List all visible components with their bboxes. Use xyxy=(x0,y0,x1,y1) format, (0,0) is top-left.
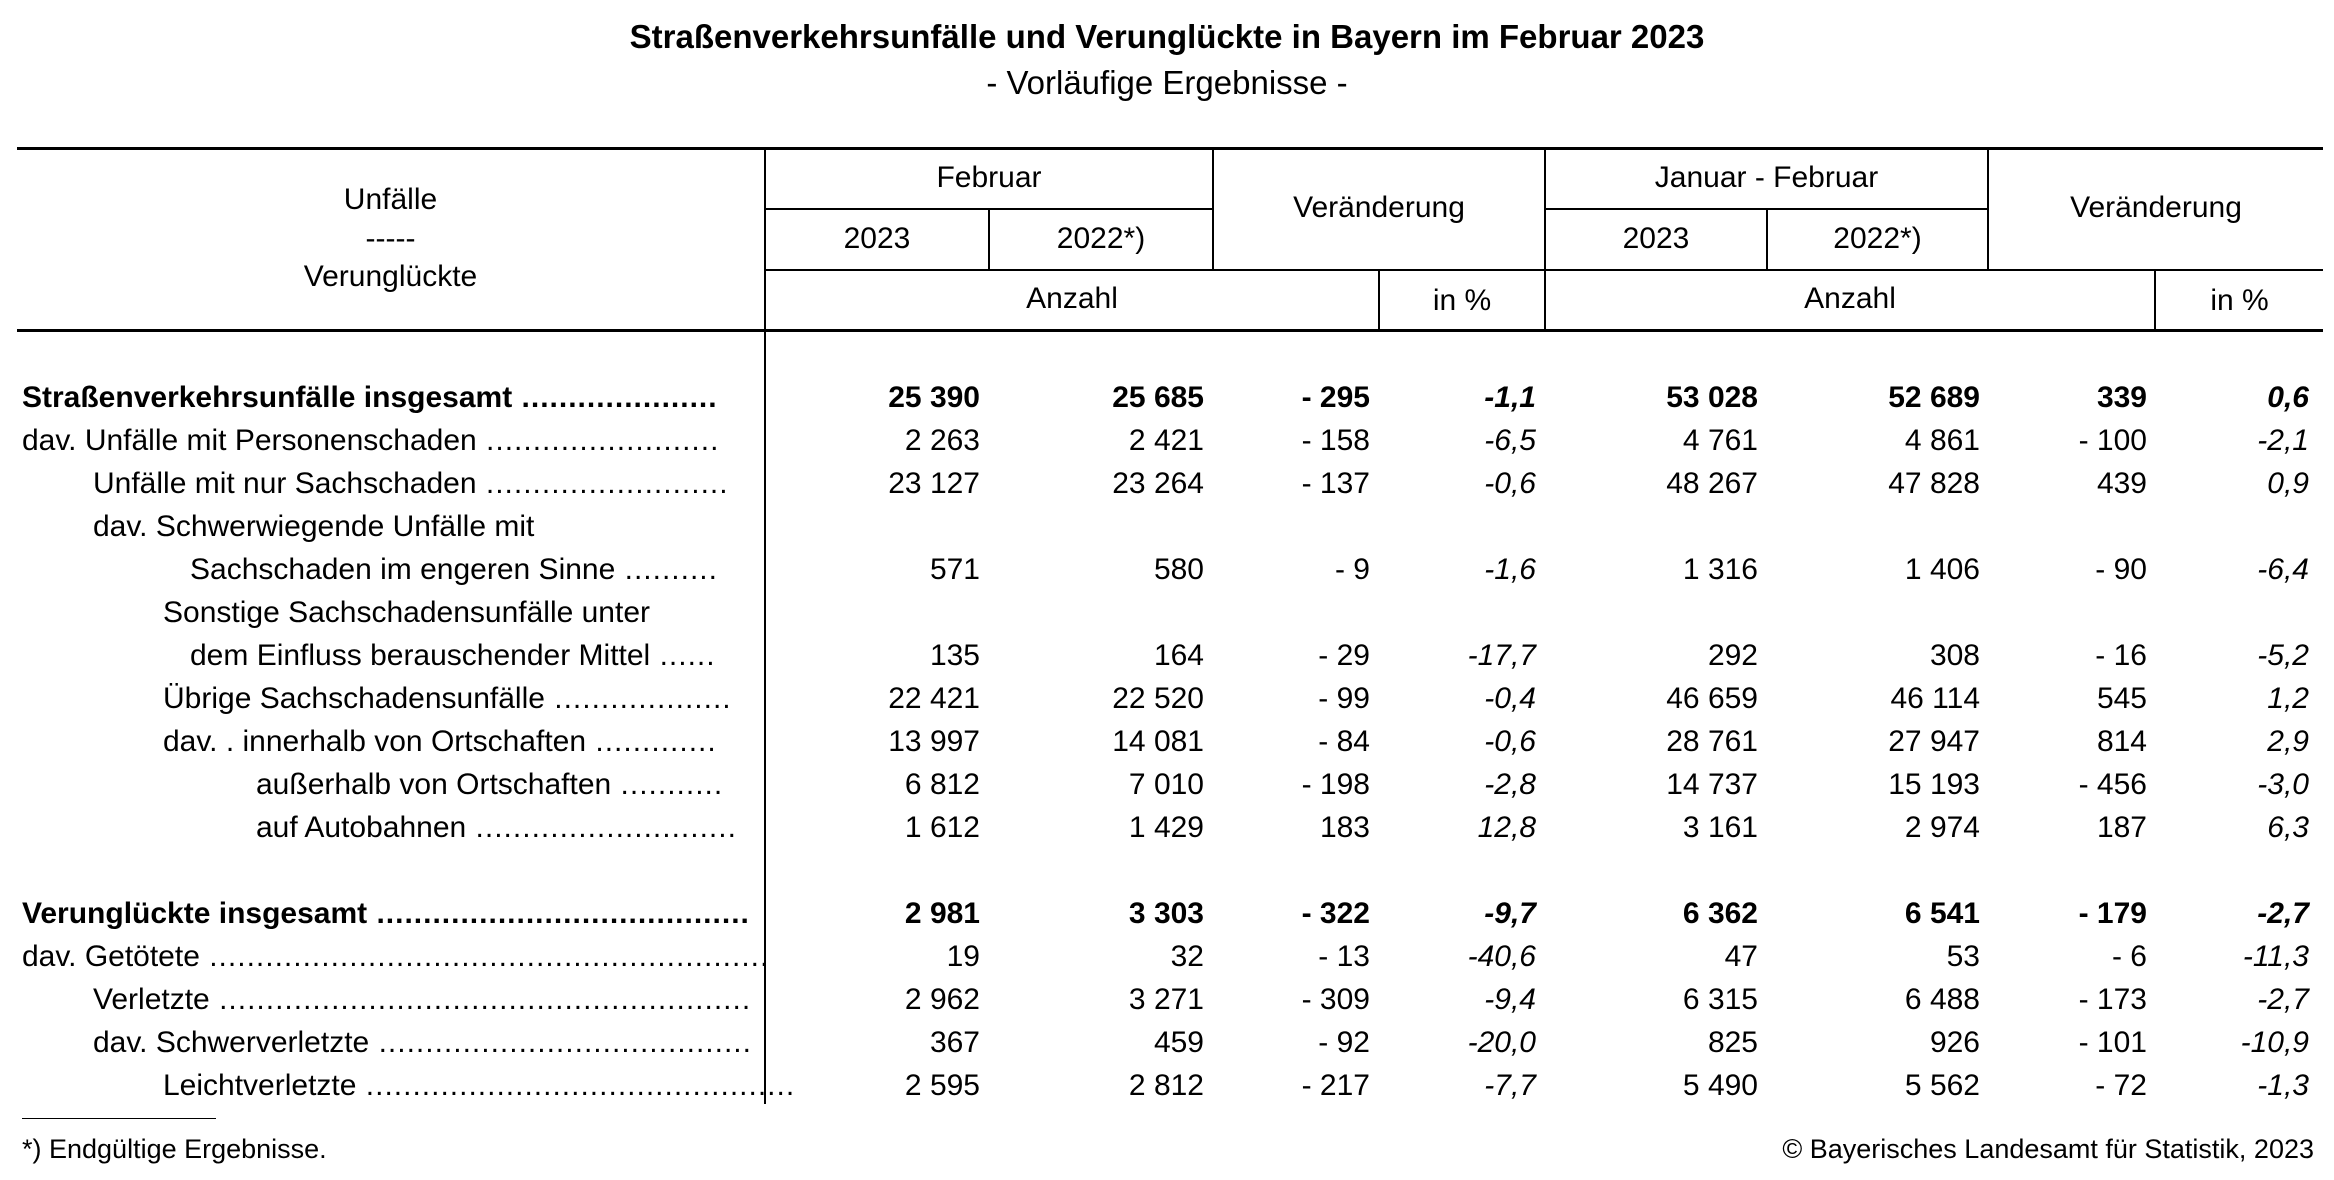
row-label xyxy=(93,1026,752,1060)
table-cell: -2,7 xyxy=(2257,983,2309,1016)
range-change-header: Veränderung xyxy=(2070,191,2242,224)
table-cell: - 72 xyxy=(2095,1069,2147,1102)
table-cell: - 29 xyxy=(1318,639,1370,672)
feb-change-header: Veränderung xyxy=(1293,191,1465,224)
table-cell: 48 267 xyxy=(1666,467,1758,500)
stub-header-separator: ----- xyxy=(365,222,416,255)
table-cell: 1 406 xyxy=(1904,553,1980,586)
table-cell: 183 xyxy=(1319,811,1370,844)
table-cell: 571 xyxy=(929,553,980,586)
table-cell: 25 390 xyxy=(888,381,980,414)
table-cell: - 9 xyxy=(1334,553,1370,586)
copyright: © Bayerisches Landesamt für Statistik, 2023 xyxy=(1782,1134,2314,1164)
footnote: *) Endgültige Ergebnisse. xyxy=(22,1134,327,1164)
row-label-leader: .......................... xyxy=(476,467,729,500)
table-cell: 1 429 xyxy=(1128,811,1204,844)
row-label-leader: .............................................. xyxy=(356,1069,796,1102)
table-cell: 1 316 xyxy=(1682,553,1758,586)
row-label xyxy=(190,553,738,587)
row-label-leader: ........................................ xyxy=(367,897,750,930)
table-cell: 13 997 xyxy=(888,725,980,758)
table-cell: 4 761 xyxy=(1682,424,1758,457)
header-bottom-rule xyxy=(17,329,2323,332)
row-label-text: dav. Unfälle mit Personenschaden xyxy=(22,424,477,457)
table-cell: 27 947 xyxy=(1888,725,1980,758)
table-cell: 6 541 xyxy=(1904,897,1980,930)
table-cell: 926 xyxy=(1929,1026,1980,1059)
row-label-leader: .......... xyxy=(615,553,718,586)
row-label xyxy=(163,725,738,759)
range-group-header: Januar - Februar xyxy=(1654,161,1879,194)
row-label-leader: ........... xyxy=(611,768,724,801)
table-cell: -9,7 xyxy=(1484,897,1536,930)
row-label-text: dav. Schwerverletzte xyxy=(93,1026,370,1059)
table-cell: 14 081 xyxy=(1112,725,1204,758)
table-cell: - 13 xyxy=(1318,940,1370,973)
table-cell: - 16 xyxy=(2095,639,2147,672)
row-label xyxy=(93,467,738,501)
table-cell: 32 xyxy=(1170,940,1204,973)
stub-header-top: Unfälle xyxy=(343,183,438,216)
row-label-text: dem Einfluss berauschender Mittel xyxy=(190,639,651,672)
table-cell: - 217 xyxy=(1301,1069,1370,1102)
row-label-text: Sachschaden im engeren Sinne xyxy=(190,553,616,586)
row-label-text: dav. Getötete xyxy=(22,940,200,973)
table-cell: - 101 xyxy=(2078,1026,2147,1059)
row-label-leader: ............................ xyxy=(466,811,737,844)
table-cell: -2,1 xyxy=(2257,424,2309,457)
row-label xyxy=(22,897,750,931)
table-cell: 3 271 xyxy=(1128,983,1204,1016)
table-cell: - 84 xyxy=(1318,725,1370,758)
page-title: Straßenverkehrsunfälle und Verunglückte in Bayern im Februar 2023 xyxy=(629,18,1705,55)
row-label-leader: ..................... xyxy=(512,381,718,414)
table-cell: 47 828 xyxy=(1888,467,1980,500)
table-cell: 6 812 xyxy=(904,768,980,801)
row-label-text: Unfälle mit nur Sachschaden xyxy=(93,467,477,500)
table-cell: 187 xyxy=(2096,811,2147,844)
table-cell: 7 010 xyxy=(1128,768,1204,801)
table-cell: 825 xyxy=(1707,1026,1758,1059)
row-label-text: außerhalb von Ortschaften xyxy=(256,768,612,801)
feb-count-unit: Anzahl xyxy=(1026,282,1118,315)
table-cell: -2,8 xyxy=(1484,768,1536,801)
table-cell: -1,3 xyxy=(2257,1069,2309,1102)
table-cell: 2 421 xyxy=(1128,424,1204,457)
row-label-text: Straßenverkehrsunfälle insgesamt xyxy=(22,381,513,414)
row-label xyxy=(22,940,770,974)
table-cell: - 456 xyxy=(2078,768,2147,801)
table-cell: 292 xyxy=(1707,639,1758,672)
table-cell: - 158 xyxy=(1301,424,1370,457)
table-cell: 5 562 xyxy=(1904,1069,1980,1102)
table-cell: - 309 xyxy=(1301,983,1370,1016)
table-cell: 6 315 xyxy=(1682,983,1758,1016)
table-cell: 459 xyxy=(1153,1026,1204,1059)
range-year-previous: 2022*) xyxy=(1833,222,1922,255)
table-cell: - 100 xyxy=(2078,424,2147,457)
table-cell: -1,6 xyxy=(1484,553,1536,586)
table-cell: - 173 xyxy=(2078,983,2147,1016)
table-cell: 135 xyxy=(929,639,980,672)
table-cell: 22 421 xyxy=(888,682,980,715)
table-cell: -20,0 xyxy=(1467,1026,1536,1059)
row-label-leader: ............................................................ xyxy=(199,940,770,973)
table-cell: 367 xyxy=(929,1026,980,1059)
table-cell: -0,6 xyxy=(1484,467,1536,500)
table-cell: 5 490 xyxy=(1682,1069,1758,1102)
row-label xyxy=(22,381,738,415)
table-cell: 2 595 xyxy=(904,1069,980,1102)
table-cell: 308 xyxy=(1929,639,1980,672)
table-cell: -3,0 xyxy=(2257,768,2309,801)
row-label xyxy=(163,682,738,716)
table-cell: -2,7 xyxy=(2257,897,2309,930)
table-cell: -1,1 xyxy=(1484,381,1536,414)
row-label xyxy=(93,510,738,544)
feb-year-previous: 2022*) xyxy=(1056,222,1146,255)
row-label xyxy=(22,424,738,458)
table-cell: 580 xyxy=(1153,553,1204,586)
table-cell: -7,7 xyxy=(1484,1069,1536,1102)
range-count-unit: Anzahl xyxy=(1804,282,1896,315)
table-cell: 23 127 xyxy=(888,467,980,500)
table-cell: -6,5 xyxy=(1484,424,1536,457)
table-cell: -6,4 xyxy=(2257,553,2309,586)
table-cell: 53 028 xyxy=(1666,381,1758,414)
row-label-leader: ........................................ xyxy=(369,1026,752,1059)
table-cell: - 198 xyxy=(1301,768,1370,801)
table-cell: 28 761 xyxy=(1666,725,1758,758)
table-cell: 46 659 xyxy=(1666,682,1758,715)
row-label-leader: ...... xyxy=(650,639,716,672)
row-label xyxy=(256,768,738,802)
row-label-leader: ......................... xyxy=(476,424,720,457)
table-cell: 1 612 xyxy=(904,811,980,844)
table-cell: 2 981 xyxy=(904,897,980,930)
table-cell: -40,6 xyxy=(1467,940,1536,973)
table-cell: -11,3 xyxy=(2242,940,2309,973)
row-label-text: Sonstige Sachschadensunfälle unter xyxy=(163,596,651,629)
table-cell: 47 xyxy=(1724,940,1758,973)
table-cell: 6 362 xyxy=(1682,897,1758,930)
table-cell: 53 xyxy=(1946,940,1980,973)
table-cell: 4 861 xyxy=(1904,424,1980,457)
row-label-text: Verunglückte insgesamt xyxy=(22,897,368,930)
table-cell: -17,7 xyxy=(1467,639,1536,672)
table-cell: 2 263 xyxy=(904,424,980,457)
table-cell: 25 685 xyxy=(1112,381,1204,414)
table-cell: 2 962 xyxy=(904,983,980,1016)
table-cell: 23 264 xyxy=(1112,467,1204,500)
table-cell: 2 812 xyxy=(1128,1069,1204,1102)
range-percent-unit: in % xyxy=(2210,284,2269,317)
table-cell: 439 xyxy=(2096,467,2147,500)
row-label-text: Verletzte xyxy=(93,983,210,1016)
row-label-text: dav. Schwerwiegende Unfälle mit xyxy=(93,510,535,543)
month-group-header: Februar xyxy=(936,161,1042,194)
table-cell: - 295 xyxy=(1301,381,1370,414)
table-cell: 339 xyxy=(2096,381,2147,414)
table-cell: 3 161 xyxy=(1682,811,1758,844)
row-label-leader: ................... xyxy=(544,682,732,715)
table-cell: - 179 xyxy=(2078,897,2147,930)
row-label xyxy=(163,596,738,630)
row-label xyxy=(256,811,738,845)
range-year-current: 2023 xyxy=(1622,222,1690,255)
table-cell: 2 974 xyxy=(1904,811,1980,844)
row-label-text: auf Autobahnen xyxy=(256,811,467,844)
table-cell: -5,2 xyxy=(2257,639,2309,672)
footnote-rule xyxy=(22,1118,216,1119)
table-cell: - 90 xyxy=(2095,553,2147,586)
row-label-text: Übrige Sachschadensunfälle xyxy=(163,682,545,715)
table-cell: - 6 xyxy=(2111,940,2147,973)
table-cell: 22 520 xyxy=(1112,682,1204,715)
table-cell: 545 xyxy=(2096,682,2147,715)
row-label-leader: ............. xyxy=(586,725,717,758)
table-cell: -0,4 xyxy=(1484,682,1536,715)
row-label-text: Leichtverletzte xyxy=(163,1069,357,1102)
feb-percent-unit: in % xyxy=(1432,284,1492,317)
table-cell: 1,2 xyxy=(2267,682,2309,715)
stub-header-bottom: Verunglückte xyxy=(303,260,478,293)
table-cell: - 92 xyxy=(1318,1026,1370,1059)
table-cell: 0,9 xyxy=(2267,467,2309,500)
table-cell: 14 737 xyxy=(1666,768,1758,801)
page-subtitle: - Vorläufige Ergebnisse - xyxy=(986,64,1348,101)
row-label xyxy=(163,1069,796,1103)
row-label-leader: ......................................................... xyxy=(209,983,752,1016)
table-cell: 6,3 xyxy=(2267,811,2309,844)
table-cell: -9,4 xyxy=(1484,983,1536,1016)
row-label xyxy=(190,639,738,673)
table-cell: - 99 xyxy=(1318,682,1370,715)
feb-year-current: 2023 xyxy=(843,222,911,255)
row-label xyxy=(93,983,752,1017)
table-cell: 46 114 xyxy=(1890,682,1980,715)
table-cell: -10,9 xyxy=(2240,1026,2309,1059)
table-cell: 52 689 xyxy=(1888,381,1980,414)
table-cell: 0,6 xyxy=(2267,381,2309,414)
table-cell: - 137 xyxy=(1301,467,1370,500)
table-cell: 19 xyxy=(946,940,980,973)
row-label-text: dav. . innerhalb von Ortschaften xyxy=(163,725,587,758)
table-cell: - 322 xyxy=(1301,897,1370,930)
table-cell: 6 488 xyxy=(1904,983,1980,1016)
table-cell: -0,6 xyxy=(1484,725,1536,758)
table-cell: 164 xyxy=(1153,639,1204,672)
table-cell: 3 303 xyxy=(1128,897,1204,930)
table-top-rule xyxy=(17,147,2323,150)
table-cell: 12,8 xyxy=(1477,811,1536,844)
table-cell: 814 xyxy=(2096,725,2147,758)
table-cell: 15 193 xyxy=(1888,768,1980,801)
table-cell: 2,9 xyxy=(2267,725,2309,758)
